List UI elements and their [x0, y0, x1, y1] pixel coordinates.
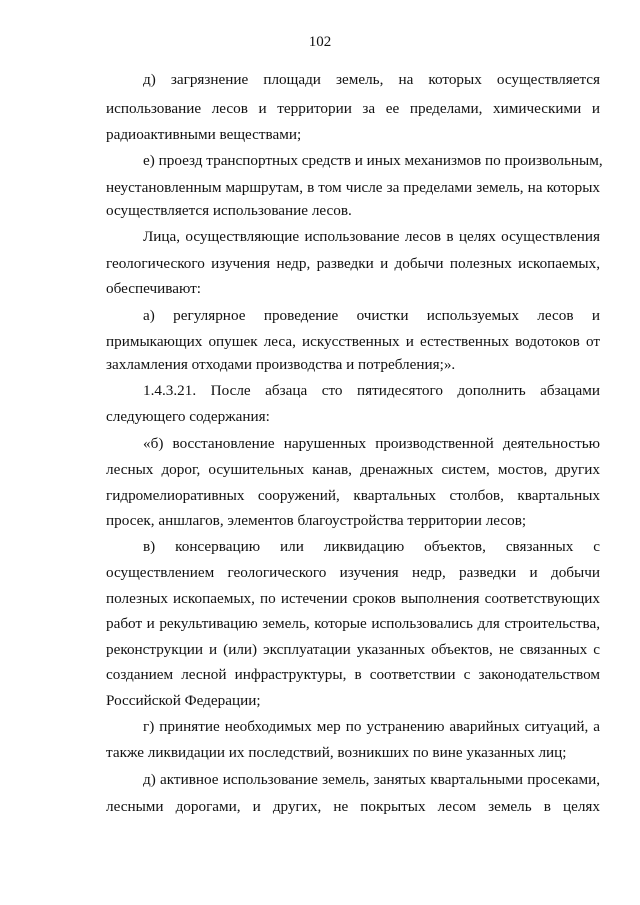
paragraph-line: следующего содержания: [106, 408, 270, 425]
paragraph-line: д) активное использование земель, занятых квартальными просеками, [143, 771, 600, 788]
paragraph-line: гидромелиоративных сооружений, квартальных столбов, квартальных [106, 487, 600, 504]
paragraph-line: неустановленным маршрутам, в том числе за пределами земель, на которых [106, 179, 600, 196]
paragraph-line: лесных дорог, осушительных канав, дренажных систем, мостов, других [106, 461, 600, 478]
paragraph-line: реконструкции и (или) эксплуатации указанных объектов, не связанных с [106, 641, 600, 658]
paragraph-line: захламления отходами производства и потребления;». [106, 356, 456, 373]
page-number: 102 [308, 34, 332, 50]
paragraph-line: использование лесов и территории за ее пределами, химическими и [106, 100, 600, 117]
paragraph-line: обеспечивают: [106, 280, 201, 297]
paragraph-line: осуществлением геологического изучения недр, разведки и добычи [106, 564, 600, 581]
paragraph-line: просек, аншлагов, элементов благоустройства территории лесов; [106, 512, 527, 529]
paragraph-line: в) консервацию или ликвидацию объектов, связанных с [143, 538, 600, 555]
paragraph-line: д) загрязнение площади земель, на которых осуществляется [143, 71, 600, 88]
paragraph-line: осуществляется использование лесов. [106, 202, 352, 219]
paragraph-line: работ и рекультивацию земель, которые использовались для строительства, [106, 615, 600, 632]
paragraph-line: лесными дорогами, и других, не покрытых лесом земель в целях [106, 798, 600, 815]
paragraph-line: также ликвидации их последствий, возникших по вине указанных лиц; [106, 744, 567, 761]
paragraph-line: г) принятие необходимых мер по устранению аварийных ситуаций, а [143, 718, 600, 735]
paragraph-line: 1.4.3.21. После абзаца сто пятидесятого дополнить абзацами [143, 382, 600, 399]
paragraph-line: полезных ископаемых, по истечении сроков выполнения соответствующих [106, 590, 600, 607]
paragraph-line: е) проезд транспортных средств и иных механизмов по произвольным, [143, 152, 603, 169]
paragraph-line: Российской Федерации; [106, 692, 261, 709]
paragraph-line: созданием лесной инфраструктуры, в соответствии с законодательством [106, 666, 600, 683]
paragraph-line: а) регулярное проведение очистки используемых лесов и [143, 307, 600, 324]
paragraph-line: «б) восстановление нарушенных производственной деятельностью [143, 435, 600, 452]
paragraph-line: геологического изучения недр, разведки и добычи полезных ископаемых, [106, 255, 600, 272]
paragraph-line: Лица, осуществляющие использование лесов в целях осуществления [143, 228, 600, 245]
paragraph-line: радиоактивными веществами; [106, 126, 302, 143]
paragraph-line: примыкающих опушек леса, искусственных и естественных водотоков от [106, 333, 600, 350]
